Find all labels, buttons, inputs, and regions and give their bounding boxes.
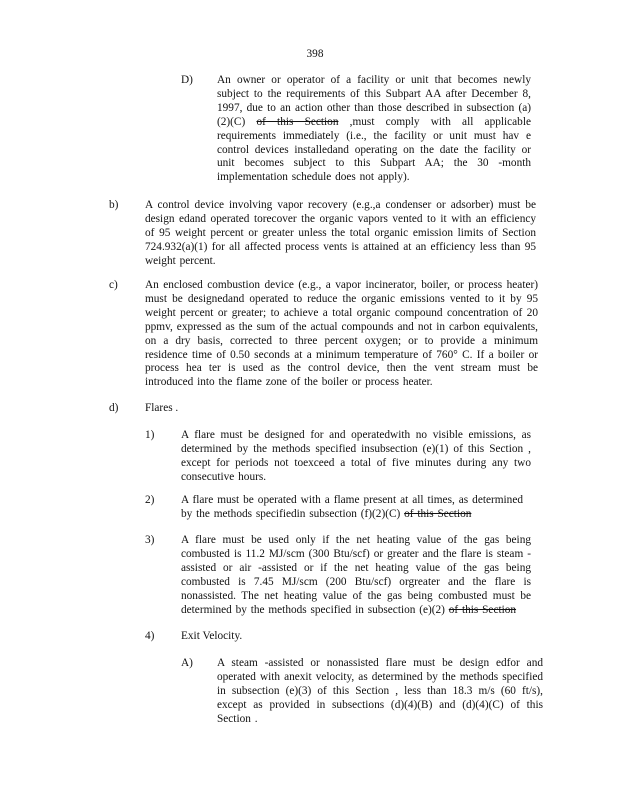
item-D-text-2: ,must comply with all applicable requirements immediately (i.e., the facility or unit must hav e control devices installedand operating on the date the facility or unit becomes subject to this Subpart AA; the 30 -month implementation schedule does not apply).: [217, 115, 531, 184]
item-d3-text: [181, 534, 531, 617]
item-d3-label: 3): [145, 534, 155, 546]
struck-text: of this Section: [448, 603, 517, 616]
page-number: 398: [306, 48, 324, 60]
item-D-label: D): [181, 74, 193, 86]
item-c-text: An enclosed combustion device (e.g., a vapor incinerator, boiler, or process heater) must be designedand operated to reduce the organic emissions vented to it by 95 weight percent or greater; to achieve a total organic compound concentration of 20 ppmv, expressed as the sum of the actual compounds and not in carbon equivalents, on a dry basis, corrected to three percent oxygen; or to provide a minimum residence time of 0.50 seconds at a minimum temperature of 760° C. If a boiler or process hea ter is used as the control device, then the vent stream must be introduced into the flame zone of the boiler or process heater.: [145, 279, 538, 389]
item-d4A-text: A steam -assisted or nonassisted flare must be design edfor and operated with anexit velocity, as determined by the methods specified in subsection (e)(3) of this Section , less than 18.3 m/s (60 ft/s), except as provided in subsections (d)(4)(B) and (d)(4)(C) of this Section .: [217, 657, 543, 725]
struck-text: of this Section: [404, 507, 472, 520]
item-d-text: Flares .: [145, 402, 179, 414]
item-d2-text: [181, 494, 523, 522]
struck-text: of this Section: [256, 115, 339, 128]
item-d4-label: 4): [145, 630, 155, 642]
item-d1-label: 1): [145, 429, 155, 441]
item-d3-text-1: A flare must be used only if the net heating value of the gas being combusted is 11.2 MJ/scm (300 Btu/scf) or greater and the flare is steam -assisted or air -assisted or if the net heating value of the gas being combusted is 7.45 MJ/scm (200 Btu/scf) orgreater and the flare is nonassisted. The net heating value of the gas being combusted must be determined by the methods specified in subsection (e)(2): [181, 534, 531, 616]
item-b-text: A control device involving vapor recovery (e.g.,a condenser or adsorber) must be design edand operated torecover the organic vapors vented to it with an efficiency of 95 weight percent or greater unless the total organic emission limits of Section 724.932(a)(1) for all affected process vents is attained at an efficiency less than 95 weight percent.: [145, 199, 536, 267]
item-D-text-1: An owner or operator of a facility or unit that becomes newly subject to the requirements of this Subpart AA after December 8, 1997, due to an action other than those described in subsection (a)(2)(C): [217, 74, 531, 128]
item-d4A-label: A): [181, 657, 193, 669]
item-d2-text-1: A flare must be operated with a flame present at all times, as determined by the methods specifiedin subsection (f)(2)(C): [181, 494, 523, 520]
item-d1-text: A flare must be designed for and operatedwith no visible emissions, as determined by the methods specified insubsection (e)(1) of this Section , except for periods not toexceed a total of five minutes during any two consecutive hours.: [181, 429, 531, 483]
item-d4-text: Exit Velocity.: [181, 630, 243, 642]
item-d-label: d): [109, 402, 119, 414]
item-b-label: b): [109, 199, 119, 211]
item-d2-label: 2): [145, 494, 155, 506]
item-D-text: [217, 74, 531, 185]
item-c-label: c): [109, 279, 118, 291]
